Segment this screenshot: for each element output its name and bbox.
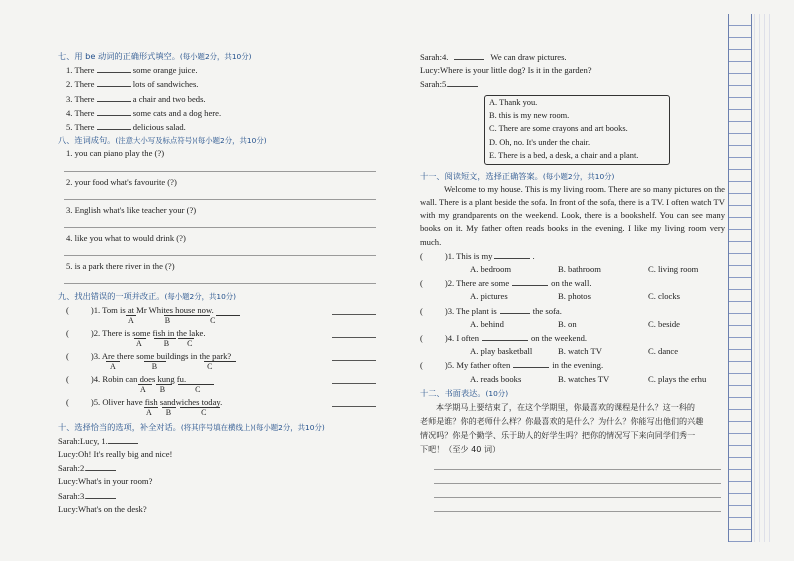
mc-question [420,249,725,276]
answer-paren[interactable]: ( [420,305,423,316]
writing-line[interactable] [434,498,721,512]
section-9-title [58,290,380,303]
section-12-heading: 十二、书面表达。 [420,387,486,398]
sec7-item-lead: 3. There [66,93,95,104]
dialogue-text: Lucy, 1. [79,435,108,446]
sec7-item [58,120,380,134]
dialogue-text: 5. [441,79,449,90]
sec8-item [58,260,380,284]
answer-blank[interactable] [108,434,138,444]
section-11-note: (每小题2分，共10分) [542,171,615,181]
mc-stem [420,304,725,318]
answer-blank [512,276,548,286]
writing-line[interactable] [64,162,376,172]
mc-stem-tail: in the evening. [552,360,604,371]
mc-question [420,304,725,331]
writing-line[interactable] [64,190,376,200]
option-a[interactable]: A. bedroom [470,264,512,275]
speaker: Sarah: [58,463,80,474]
answer-blank[interactable] [97,106,131,116]
mc-stem [420,331,725,345]
section-12-note: (10分) [485,388,509,398]
dialogue-line [58,448,380,461]
dialogue-line [58,434,380,448]
dialogue-text: What's on the desk? [78,503,147,514]
writing-prompt [420,400,725,456]
section-11-title [420,170,725,183]
option-letters: A B C [128,315,216,325]
dialogue-option: D. Oh, no. It's under the chair. [489,137,591,147]
prompt-line: 情况吗？你是个勤学、乐于助人的好学生吗？把你的情况写下来向同学们秀一 [420,429,696,440]
correction-line[interactable] [332,383,376,384]
answer-blank[interactable] [86,489,116,499]
sec8-item [58,147,380,171]
prompt-line: 老师是谁？你的老师什么样？你最喜欢的是什么？为什么？你能写出他们的兴趣 [420,415,704,426]
dialogue-line [58,475,380,488]
sec7-item-rest: some orange juice. [132,65,198,76]
prompt-line: 下吧！（至少 40 词） [420,443,501,454]
option-c[interactable]: C. living room [648,264,699,275]
dialogue-text: 2. [79,463,87,474]
dialogue-text: What's in your room? [78,476,153,487]
sec8-words: 5. is a park there river in the (?) [66,261,175,272]
mc-stem-text: )4. I often [444,333,479,343]
sec8-item [58,204,380,228]
section-7-note: (每小题2分，共10分) [179,52,252,61]
answer-blank[interactable] [97,92,131,102]
mc-question [420,276,725,303]
option-letters: A B C [110,361,213,371]
section-9-heading: 九、找出错误的一项并改正。 [58,291,165,302]
answer-blank [494,249,530,259]
sec9-sentence [58,327,380,340]
section-10-title [58,421,380,434]
section-12-title [420,387,725,400]
sec9-item [58,304,380,327]
mc-options [420,373,725,386]
writing-line[interactable] [434,484,721,498]
section-8-note: (注意大小写及标点符号)(每小题2分，共10分) [115,136,267,146]
sec9-item [58,350,380,373]
answer-paren[interactable]: ( [66,350,69,361]
answer-paren[interactable]: ( [420,250,423,261]
option-b[interactable]: B. watches TV [558,373,610,384]
answer-paren[interactable]: ( [66,304,69,315]
writing-line[interactable] [434,456,721,470]
mc-options [420,263,725,276]
sec7-item [58,77,380,91]
section-7-heading: 七、用 be 动词的正确形式填空。 [58,51,180,61]
sec7-item [58,92,380,106]
option-c[interactable]: C. beside [648,318,680,329]
sec9-text: )1. Tom is at Mr Whites house now. [90,304,214,315]
mc-question [420,358,725,385]
mc-stem-tail: . [532,250,535,261]
option-b[interactable]: B. on [558,318,577,329]
mc-options [420,318,725,331]
dialogue-line [58,461,380,475]
dialogue-text: Oh! It's really big and nice! [78,449,173,460]
writing-line[interactable] [64,246,376,256]
section-11-heading: 十一、阅读短文，选择正确答案。 [420,170,543,181]
sec9-text: )3. Are there some buildings in the park? [90,350,232,361]
sec8-item [58,176,380,200]
reading-passage: Welcome to my house. This is my living room. There are so many pictures on the wall. There is a plant beside the sofa. In front of the sofa, there is a TV. I often watch TV with my grandparents on the weekend. Look, there is a bookshelf. You can see many books on it. My father often reads books in the evening. I like my living room very much. [420,183,725,247]
sec9-sentence [58,373,380,386]
speaker: Sarah: [58,435,80,446]
correction-line[interactable] [332,337,376,338]
mc-options [420,345,725,358]
mc-stem [420,249,725,263]
answer-blank[interactable] [97,63,131,73]
option-b[interactable]: B. photos [558,291,591,302]
dialogue-text: Where is your little dog? Is it in the garden? [440,65,592,76]
correction-line[interactable] [332,314,376,315]
dialogue-option: C. There are some crayons and art books. [489,124,628,134]
speaker: Lucy: [58,476,79,487]
answer-blank[interactable] [448,77,478,87]
section-7-title [58,50,380,63]
sec9-item [58,396,380,419]
speaker: Sarah: [58,490,80,501]
sec7-item-rest: delicious salad. [132,122,186,133]
answer-paren[interactable]: ( [420,278,423,289]
writing-line[interactable] [64,274,376,284]
correction-line[interactable] [332,360,376,361]
sec7-item-lead: 5. There [66,122,95,133]
option-letters: A B C [136,338,193,348]
mc-stem-tail: on the wall. [551,278,592,289]
dialogue-options-box [484,95,670,165]
mc-stem-text: )3. The plant is [444,305,497,316]
dialogue-option: B. this is my new room. [489,111,570,121]
sec7-item-rest: lots of sandwiches. [132,79,199,90]
mc-stem-text: )1. This is my [444,250,493,261]
prompt-line: 本学期马上要结束了，在这个学期里，你最喜欢的课程是什么？这一科的 [436,401,696,412]
option-a[interactable]: A. pictures [470,291,508,302]
sec7-item-rest: a chair and two beds. [132,93,206,104]
section-10-note: (将其序号填在横线上)(每小题2分，共10分) [180,422,325,432]
sec9-text: )2. There is some fish in the lake. [90,327,206,338]
mc-stem [420,276,725,290]
answer-blank[interactable] [454,50,484,60]
answer-blank[interactable] [97,77,131,87]
option-c[interactable]: C. dance [648,346,679,357]
section-10-heading: 十、选择恰当的选项，补全对话。 [58,421,181,432]
section-8-title [58,134,380,147]
sec8-words: 4. like you what to would drink (?) [66,233,186,244]
dialogue-line [58,489,380,503]
option-b[interactable]: B. watch TV [558,346,602,357]
sec7-item-lead: 4. There [66,107,95,118]
dialogue-text: 3. [79,490,87,501]
dialogue-option: E. There is a bed, a desk, a chair and a plant. [489,150,639,160]
answer-blank [482,331,528,341]
dialogue-line [420,50,725,64]
sec8-words: 2. your food what's favourite (?) [66,176,177,187]
answer-paren[interactable]: ( [66,396,69,407]
answer-paren[interactable]: ( [66,373,69,384]
answer-blank[interactable] [86,461,116,471]
speaker: Lucy: [58,449,79,460]
answer-paren[interactable]: ( [66,327,69,338]
speaker: Sarah: [420,79,442,90]
section-9-note: (每小题2分，共10分) [164,292,237,302]
writing-line[interactable] [64,218,376,228]
sec8-item [58,232,380,256]
correction-line[interactable] [332,406,376,407]
option-c[interactable]: C. clocks [648,291,680,302]
option-a[interactable]: A. behind [470,318,504,329]
mc-options [420,290,725,303]
writing-line[interactable] [434,470,721,484]
mc-stem-tail: the sofa. [532,305,562,316]
mc-stem-text: )5. My father often [444,360,511,371]
dialogue-text: 4. [441,52,449,62]
mc-stem-text: )2. There are some [444,278,510,289]
sec7-item [58,63,380,77]
sec7-item-rest: some cats and a dog here. [132,107,222,118]
speaker: Lucy: [58,503,79,514]
mc-stem-tail: on the weekend. [531,333,588,343]
sec9-item [58,373,380,396]
dialogue-option: A. Thank you. [489,98,538,107]
sec8-words: 1. you can piano play the (?) [66,148,165,159]
speaker: Sarah: [420,52,442,62]
answer-blank[interactable] [97,120,131,130]
binding-margin-grid [728,14,752,542]
option-a[interactable]: A. play basketball [470,346,533,357]
option-b[interactable]: B. bathroom [558,264,601,275]
answer-blank [513,358,549,368]
sec9-text: )5. Oliver have fish sandwiches today. [90,396,223,407]
answer-blank [500,304,530,314]
binding-margin-texture [750,14,770,542]
sec7-item-lead: 2. There [66,79,95,90]
answer-paren[interactable]: ( [420,360,423,371]
sec7-item [58,106,380,120]
left-column [58,50,380,516]
option-letters: A B C [140,384,201,394]
option-letters: A B C [146,407,207,417]
dialogue-line [420,77,725,91]
speaker: Lucy: [420,65,441,76]
dialogue-text: We can draw pictures. [490,52,567,62]
dialogue-line [58,503,380,516]
section-8-heading: 八、连词成句。 [58,135,116,146]
underline-c [216,305,240,316]
dialogue-line [420,64,725,77]
sec8-words: 3. English what's like teacher your (?) [66,204,197,215]
answer-paren[interactable]: ( [420,333,423,343]
sec9-item [58,327,380,350]
mc-question [420,331,725,358]
option-c[interactable]: C. plays the erhu [648,373,707,384]
sec9-text: )4. Robin can does kung fu. [90,373,187,384]
sec7-item-lead: 1. There [66,65,95,76]
mc-stem [420,358,725,372]
option-a[interactable]: A. reads books [470,373,522,384]
